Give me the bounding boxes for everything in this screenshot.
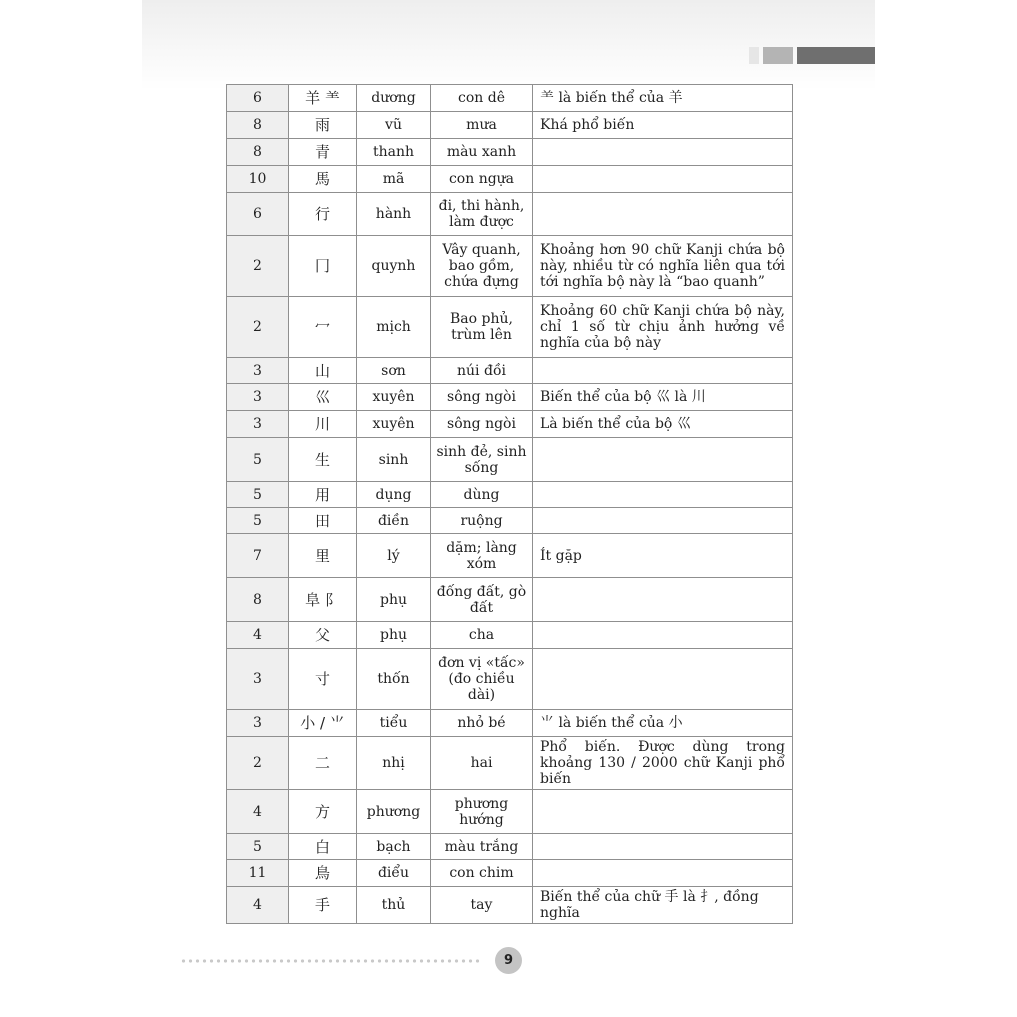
table-row bbox=[227, 790, 793, 834]
radical-character: 雨 bbox=[289, 112, 357, 139]
table-row bbox=[227, 193, 793, 236]
radical-meaning: phương hướng bbox=[431, 790, 533, 834]
radical-reading: xuyên bbox=[357, 384, 431, 411]
radical-reading: thốn bbox=[357, 649, 431, 710]
table-row bbox=[227, 578, 793, 622]
table-row bbox=[227, 534, 793, 578]
radical-reading: phụ bbox=[357, 578, 431, 622]
radical-reading: bạch bbox=[357, 834, 431, 860]
radical-meaning: tay bbox=[431, 887, 533, 924]
radical-note bbox=[533, 508, 793, 534]
radical-character: 冖 bbox=[289, 297, 357, 358]
table-row bbox=[227, 737, 793, 790]
radical-note bbox=[533, 438, 793, 482]
radical-character: 馬 bbox=[289, 166, 357, 193]
table-row bbox=[227, 236, 793, 297]
table-row bbox=[227, 710, 793, 737]
table-row bbox=[227, 384, 793, 411]
radical-character: 青 bbox=[289, 139, 357, 166]
table-row bbox=[227, 887, 793, 924]
radical-meaning: đống đất, gò đất bbox=[431, 578, 533, 622]
radical-reading: thanh bbox=[357, 139, 431, 166]
table-row bbox=[227, 622, 793, 649]
radical-character: 父 bbox=[289, 622, 357, 649]
table-row bbox=[227, 139, 793, 166]
radical-reading: thủ bbox=[357, 887, 431, 924]
radical-note: ⺌ là biến thể của 小 bbox=[533, 710, 793, 737]
radical-note: Biến thể của chữ 手 là 扌, đồng nghĩa bbox=[533, 887, 793, 924]
page-number: 9 bbox=[495, 947, 522, 974]
stroke-count: 4 bbox=[227, 622, 289, 649]
footer-dotted-line bbox=[180, 959, 480, 963]
stroke-count: 8 bbox=[227, 112, 289, 139]
stroke-count: 6 bbox=[227, 85, 289, 112]
radical-meaning: hai bbox=[431, 737, 533, 790]
radical-note: Phổ biến. Được dùng trong khoảng 130 / 2000 chữ Kanji phổ biến bbox=[533, 737, 793, 790]
radical-reading: quynh bbox=[357, 236, 431, 297]
stroke-count: 8 bbox=[227, 139, 289, 166]
radical-reading: sơn bbox=[357, 358, 431, 384]
radical-meaning: ruộng bbox=[431, 508, 533, 534]
radical-reading: mã bbox=[357, 166, 431, 193]
radical-note: Khoảng hơn 90 chữ Kanji chứa bộ này, nhiều từ có nghĩa liên qua tới tới nghĩa bộ này là “bao quanh” bbox=[533, 236, 793, 297]
radical-meaning: mưa bbox=[431, 112, 533, 139]
radical-reading: sinh bbox=[357, 438, 431, 482]
radical-character: 生 bbox=[289, 438, 357, 482]
radical-character: 田 bbox=[289, 508, 357, 534]
stroke-count: 5 bbox=[227, 834, 289, 860]
table-row bbox=[227, 834, 793, 860]
radical-meaning: sông ngòi bbox=[431, 411, 533, 438]
radical-meaning: Bao phủ, trùm lên bbox=[431, 297, 533, 358]
radical-meaning: sinh đẻ, sinh sống bbox=[431, 438, 533, 482]
radical-note bbox=[533, 860, 793, 887]
radical-meaning: nhỏ bé bbox=[431, 710, 533, 737]
radical-meaning: Vây quanh, bao gồm, chứa đựng bbox=[431, 236, 533, 297]
table-row bbox=[227, 438, 793, 482]
radical-reading: điểu bbox=[357, 860, 431, 887]
radical-note bbox=[533, 166, 793, 193]
stroke-count: 10 bbox=[227, 166, 289, 193]
radical-note bbox=[533, 834, 793, 860]
radical-note bbox=[533, 358, 793, 384]
radical-reading: điền bbox=[357, 508, 431, 534]
radical-note: Khá phổ biến bbox=[533, 112, 793, 139]
radical-character: 二 bbox=[289, 737, 357, 790]
stroke-count: 3 bbox=[227, 411, 289, 438]
radical-reading: phụ bbox=[357, 622, 431, 649]
radical-meaning: màu trắng bbox=[431, 834, 533, 860]
stroke-count: 4 bbox=[227, 887, 289, 924]
radical-character: 白 bbox=[289, 834, 357, 860]
table-row bbox=[227, 411, 793, 438]
radical-note bbox=[533, 790, 793, 834]
radical-meaning: đơn vị «tấc» (đo chiều dài) bbox=[431, 649, 533, 710]
radical-note bbox=[533, 482, 793, 508]
stroke-count: 3 bbox=[227, 649, 289, 710]
radical-note bbox=[533, 649, 793, 710]
radical-note: Khoảng 60 chữ Kanji chứa bộ này, chỉ 1 số từ chịu ảnh hưởng về nghĩa của bộ này bbox=[533, 297, 793, 358]
radical-note: Biến thể của bộ 巛 là 川 bbox=[533, 384, 793, 411]
header-decoration-mid bbox=[763, 47, 793, 64]
stroke-count: 3 bbox=[227, 710, 289, 737]
table-row bbox=[227, 649, 793, 710]
table-row bbox=[227, 860, 793, 887]
stroke-count: 5 bbox=[227, 508, 289, 534]
stroke-count: 5 bbox=[227, 438, 289, 482]
stroke-count: 2 bbox=[227, 236, 289, 297]
stroke-count: 2 bbox=[227, 737, 289, 790]
table-row bbox=[227, 297, 793, 358]
header-decoration-light bbox=[749, 47, 759, 64]
radical-note bbox=[533, 578, 793, 622]
stroke-count: 11 bbox=[227, 860, 289, 887]
radical-note: Là biến thể của bộ 巛 bbox=[533, 411, 793, 438]
radical-note bbox=[533, 622, 793, 649]
stroke-count: 3 bbox=[227, 358, 289, 384]
table-row bbox=[227, 482, 793, 508]
stroke-count: 6 bbox=[227, 193, 289, 236]
stroke-count: 5 bbox=[227, 482, 289, 508]
radical-meaning: dùng bbox=[431, 482, 533, 508]
table-row bbox=[227, 166, 793, 193]
stroke-count: 8 bbox=[227, 578, 289, 622]
radical-meaning: con dê bbox=[431, 85, 533, 112]
radical-reading: dương bbox=[357, 85, 431, 112]
radical-reading: mịch bbox=[357, 297, 431, 358]
radical-note: Ít gặp bbox=[533, 534, 793, 578]
radical-character: 方 bbox=[289, 790, 357, 834]
radical-meaning: đi, thi hành, làm được bbox=[431, 193, 533, 236]
table-row bbox=[227, 112, 793, 139]
radical-reading: hành bbox=[357, 193, 431, 236]
radical-note bbox=[533, 139, 793, 166]
stroke-count: 7 bbox=[227, 534, 289, 578]
radical-character: 手 bbox=[289, 887, 357, 924]
page-header-shade bbox=[142, 0, 875, 90]
radical-meaning: dặm; làng xóm bbox=[431, 534, 533, 578]
radical-reading: nhị bbox=[357, 737, 431, 790]
table-row bbox=[227, 85, 793, 112]
radical-character: 用 bbox=[289, 482, 357, 508]
radical-character: 鳥 bbox=[289, 860, 357, 887]
radical-reading: phương bbox=[357, 790, 431, 834]
header-decoration-bar bbox=[797, 47, 875, 64]
radical-character: 里 bbox=[289, 534, 357, 578]
radical-character: 川 bbox=[289, 411, 357, 438]
radical-reading: dụng bbox=[357, 482, 431, 508]
radical-meaning: con chim bbox=[431, 860, 533, 887]
radical-meaning: núi đồi bbox=[431, 358, 533, 384]
radical-character: 小 / ⺌ bbox=[289, 710, 357, 737]
radical-character: 行 bbox=[289, 193, 357, 236]
radical-character: 冂 bbox=[289, 236, 357, 297]
table-row bbox=[227, 358, 793, 384]
radical-character: 寸 bbox=[289, 649, 357, 710]
radical-meaning: con ngựa bbox=[431, 166, 533, 193]
radical-character: 阜 阝 bbox=[289, 578, 357, 622]
radical-meaning: cha bbox=[431, 622, 533, 649]
radical-meaning: màu xanh bbox=[431, 139, 533, 166]
radical-character: 巛 bbox=[289, 384, 357, 411]
radical-reading: tiểu bbox=[357, 710, 431, 737]
radical-reading: lý bbox=[357, 534, 431, 578]
radical-character: 羊 ⺷ bbox=[289, 85, 357, 112]
radical-reading: vũ bbox=[357, 112, 431, 139]
radical-meaning: sông ngòi bbox=[431, 384, 533, 411]
radical-reading: xuyên bbox=[357, 411, 431, 438]
radical-note bbox=[533, 193, 793, 236]
stroke-count: 2 bbox=[227, 297, 289, 358]
radical-character: 山 bbox=[289, 358, 357, 384]
stroke-count: 4 bbox=[227, 790, 289, 834]
radical-note: ⺷ là biến thể của 羊 bbox=[533, 85, 793, 112]
stroke-count: 3 bbox=[227, 384, 289, 411]
table-row bbox=[227, 508, 793, 534]
radical-table bbox=[226, 84, 793, 924]
